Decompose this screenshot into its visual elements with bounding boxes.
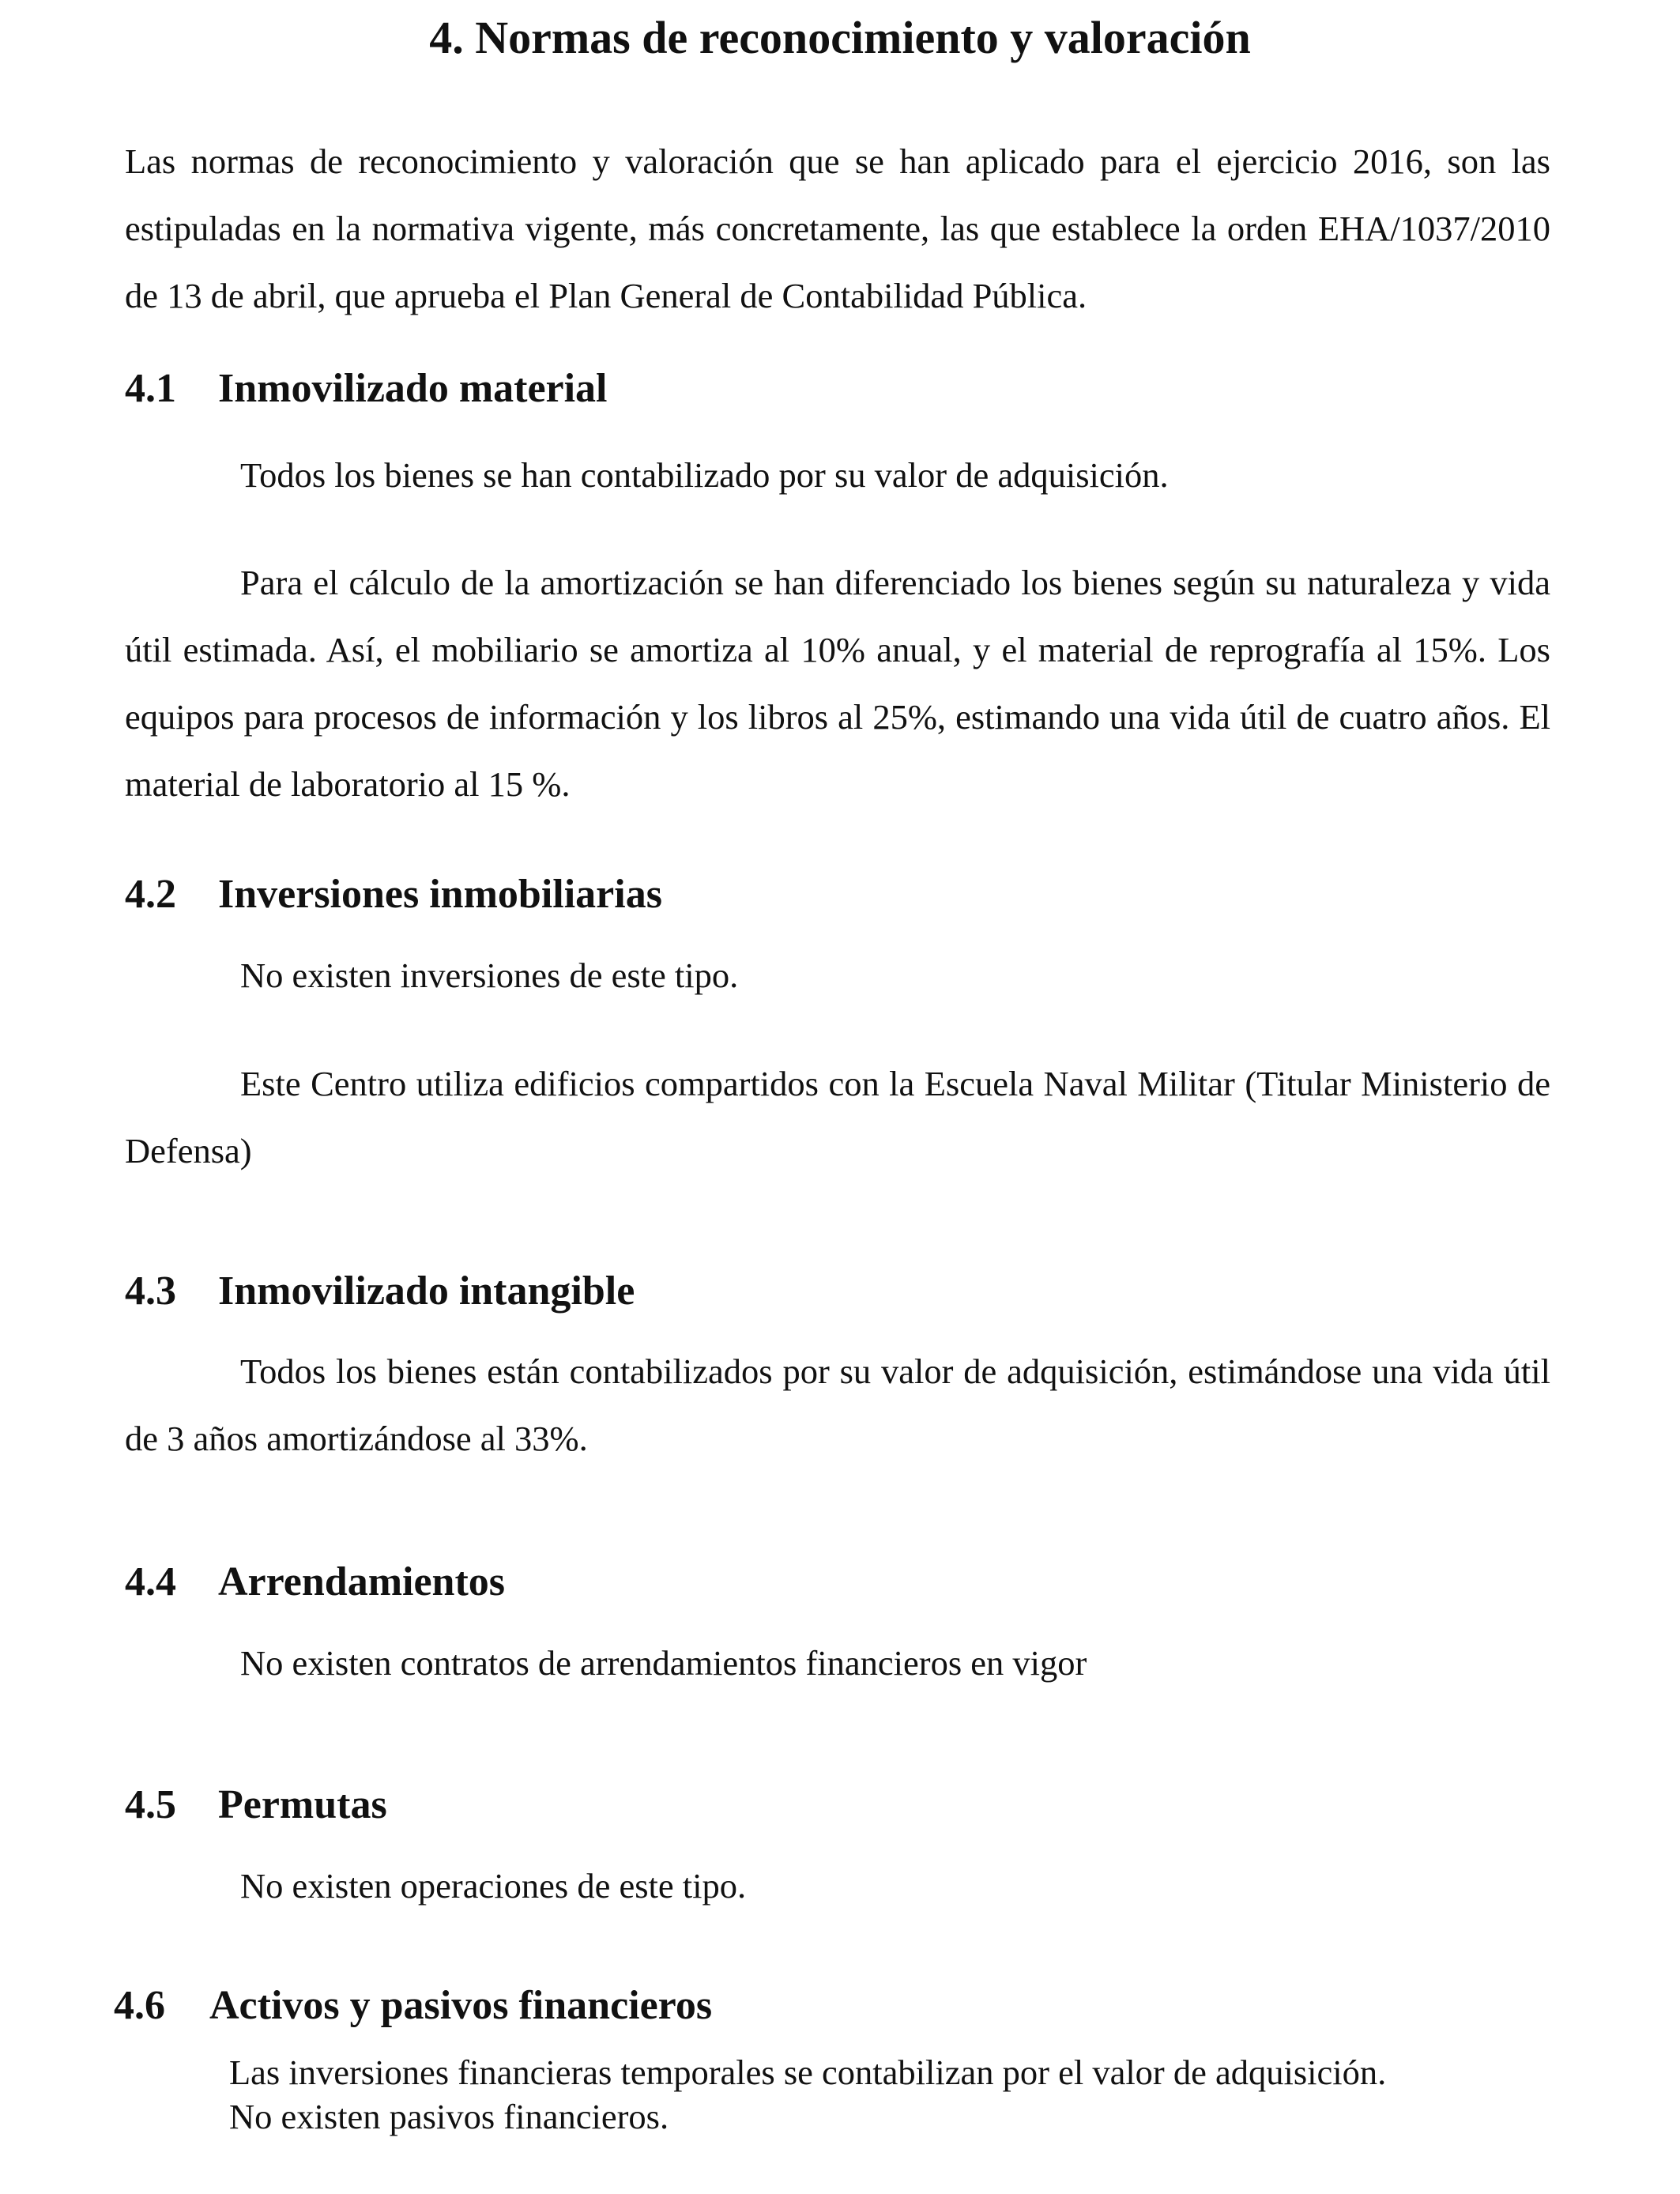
page-title: 4. Normas de reconocimiento y valoración xyxy=(429,12,1251,63)
section-heading-4-2 xyxy=(125,871,662,918)
section-title: Permutas xyxy=(218,1782,387,1827)
section-number: 4.4 xyxy=(125,1559,176,1604)
section-4-1-paragraph-2: Para el cálculo de la amortización se han diferenciado los bienes según su naturaleza y vida útil estimada. Así, el mobiliario se amortiza al 10% anual, y el material de reprografía al 15%. Los equipos para procesos de información y los libros al 25%, estimando una vida útil de cuatro años. El material de laboratorio al 15 %. xyxy=(125,563,1550,804)
intro-paragraph: Las normas de reconocimiento y valoración que se han aplicado para el ejercicio 2016, son las estipuladas en la normativa vigente, más concretamente, las que establece la orden EHA/1037/2010 de 13 de abril, que aprueba el Plan General de Contabilidad Pública. xyxy=(125,141,1550,315)
section-4-2-paragraph-1: No existen inversiones de este tipo. xyxy=(240,956,739,995)
section-title: Arrendamientos xyxy=(218,1559,506,1604)
section-number: 4.5 xyxy=(125,1782,176,1827)
section-title: Activos y pasivos financieros xyxy=(209,1983,713,2028)
section-heading-4-5 xyxy=(125,1781,387,1828)
section-heading-4-4 xyxy=(125,1559,505,1605)
section-heading-4-6 xyxy=(114,1982,712,2029)
section-4-6-paragraph-1: Las inversiones financieras temporales se contabilizan por el valor de adquisición. xyxy=(229,2053,1387,2092)
section-4-3-paragraph-1: Todos los bienes están contabilizados por su valor de adquisición, estimándose una vida útil de 3 años amortizándose al 33%. xyxy=(125,1351,1550,1458)
section-title: Inmovilizado intangible xyxy=(218,1269,635,1314)
section-4-1-paragraph-1: Todos los bienes se han contabilizado por su valor de adquisición. xyxy=(240,455,1169,495)
section-heading-4-1 xyxy=(125,365,608,412)
section-number: 4.1 xyxy=(125,366,176,411)
section-title: Inversiones inmobiliarias xyxy=(218,872,662,917)
section-number: 4.6 xyxy=(114,1983,165,2028)
section-number: 4.2 xyxy=(125,872,176,917)
section-4-5-paragraph-1: No existen operaciones de este tipo. xyxy=(240,1866,747,1906)
section-4-6-paragraph-2: No existen pasivos financieros. xyxy=(229,2097,669,2136)
section-4-4-paragraph-1: No existen contratos de arrendamientos financieros en vigor xyxy=(240,1643,1087,1683)
section-4-2-paragraph-2: Este Centro utiliza edificios compartidos con la Escuela Naval Militar (Titular Ministerio de Defensa) xyxy=(125,1064,1550,1171)
section-heading-4-3 xyxy=(125,1268,635,1314)
section-title: Inmovilizado material xyxy=(218,366,608,411)
section-number: 4.3 xyxy=(125,1269,176,1314)
